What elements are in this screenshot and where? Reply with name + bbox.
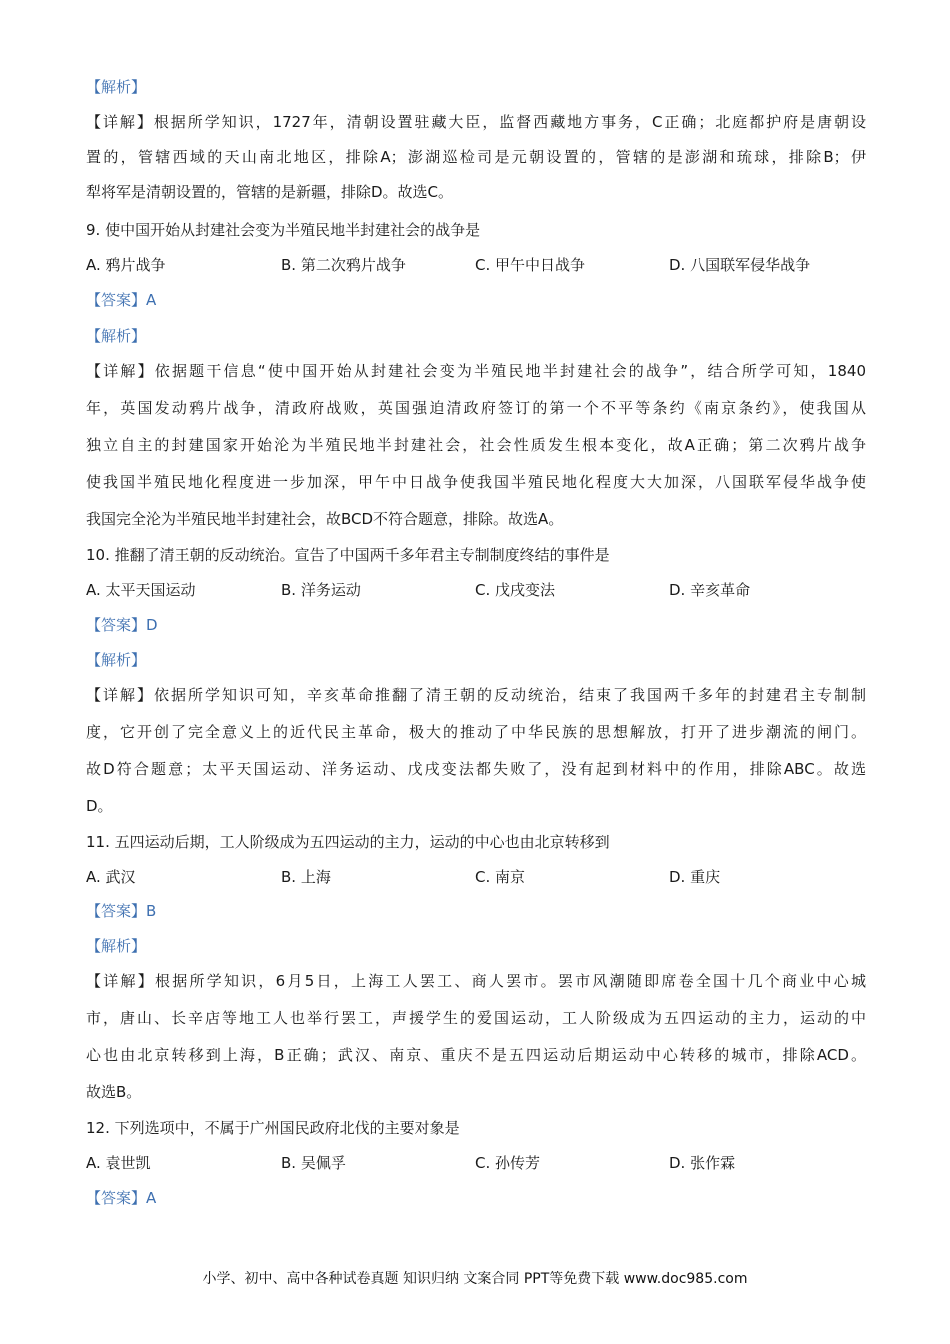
q8-analysis-tag: 【解析】 — [86, 78, 147, 96]
q8-detail-line: 置的，管辖西域的天山南北地区，排除A；澎湖巡检司是元朝设置的，管辖的是澎湖和琉球，排除B；伊 — [86, 148, 866, 166]
q9-answer-text: 【答案】A — [86, 291, 157, 309]
q9-detail-line: 年，英国发动鸦片战争，清政府战败，英国强迫清政府签订的第一个不平等条约《南京条约》，使我国从 — [86, 399, 866, 417]
q8-detail-line: 【详解】根据所学知识，1727年，清朝设置驻藏大臣，监督西藏地方事务，C正确；北庭都护府是唐朝设 — [86, 113, 866, 131]
q9-option-d: D. 八国联军侵华战争 — [669, 256, 811, 274]
q9-option-b: B. 第二次鸦片战争 — [281, 256, 406, 274]
q9-detail-line: 【详解】依据题干信息“使中国开始从封建社会变为半殖民地半封建社会的战争”，结合所学可知，1840 — [86, 362, 866, 380]
q11-detail-line: 市，唐山、长辛店等地工人也举行罢工，声援学生的爱国运动，工人阶级成为五四运动的主力，运动的中 — [86, 1009, 866, 1027]
q10-option-b: B. 洋务运动 — [281, 581, 361, 599]
q10-stem: 10. 推翻了清王朝的反动统治。宣告了中国两千多年君主专制制度终结的事件是 — [86, 546, 610, 564]
q11-answer: 【答案】B — [86, 902, 157, 920]
q9-detail-line: 独立自主的封建国家开始沦为半殖民地半封建社会，社会性质发生根本变化，故A正确；第二次鸦片战争 — [86, 436, 866, 454]
q10-option-a: A. 太平天国运动 — [86, 581, 196, 599]
q9-stem: 9. 使中国开始从封建社会变为半殖民地半封建社会的战争是 — [86, 221, 481, 239]
q11-option-b: B. 上海 — [281, 868, 331, 886]
q9-option-a: A. 鸦片战争 — [86, 256, 166, 274]
q11-detail-line: 心也由北京转移到上海，B正确；武汉、南京、重庆不是五四运动后期运动中心转移的城市，排除ACD。 — [86, 1046, 866, 1064]
q10-option-d: D. 辛亥革命 — [669, 581, 751, 599]
q12-option-d: D. 张作霖 — [669, 1154, 736, 1172]
q12-stem: 12. 下列选项中，不属于广州国民政府北伐的主要对象是 — [86, 1119, 460, 1137]
q12-option-c: C. 孙传芳 — [475, 1154, 541, 1172]
q12-option-b: B. 吴佩孚 — [281, 1154, 346, 1172]
page-footer: 小学、初中、高中各种试卷真题 知识归纳 文案合同 PPT等免费下载 www.doc985.com — [202, 1271, 748, 1287]
q10-detail-line: D。 — [86, 797, 113, 815]
q11-option-c: C. 南京 — [475, 868, 526, 886]
q8-detail-line: 犁将军是清朝设置的，管辖的是新疆，排除D。故选C。 — [86, 183, 454, 201]
q11-option-a: A. 武汉 — [86, 868, 136, 886]
q12-answer: 【答案】A — [86, 1189, 157, 1207]
q9-detail-line: 我国完全沦为半殖民地半封建社会，故BCD不符合题意，排除。故选A。 — [86, 510, 564, 528]
q10-detail-line: 度，它开创了完全意义上的近代民主革命，极大的推动了中华民族的思想解放，打开了进步潮流的闸门。 — [86, 723, 866, 741]
q9-analysis-tag: 【解析】 — [86, 327, 147, 345]
q11-analysis-tag: 【解析】 — [86, 937, 147, 955]
q9-option-c: C. 甲午中日战争 — [475, 256, 586, 274]
q11-detail-line: 故选B。 — [86, 1083, 142, 1101]
q10-option-c: C. 戊戌变法 — [475, 581, 556, 599]
q12-option-a: A. 袁世凯 — [86, 1154, 151, 1172]
q10-analysis-tag: 【解析】 — [86, 651, 147, 669]
q9-detail-line: 使我国半殖民地化程度进一步加深，甲午中日战争使我国半殖民地化程度大大加深，八国联军侵华战争使 — [86, 473, 866, 491]
q10-detail-line: 故D符合题意；太平天国运动、洋务运动、戊戌变法都失败了，没有起到材料中的作用，排除ABC。故选 — [86, 760, 866, 778]
q9-answer — [86, 289, 156, 311]
q11-stem: 11. 五四运动后期，工人阶级成为五四运动的主力，运动的中心也由北京转移到 — [86, 833, 610, 851]
q10-detail-line: 【详解】依据所学知识可知，辛亥革命推翻了清王朝的反动统治，结束了我国两千多年的封建君主专制制 — [86, 686, 866, 704]
q10-answer: 【答案】D — [86, 616, 158, 634]
q11-option-d: D. 重庆 — [669, 868, 721, 886]
q11-detail-line: 【详解】根据所学知识，6月5日，上海工人罢工、商人罢市。罢市风潮随即席卷全国十几个商业中心城 — [86, 972, 866, 990]
